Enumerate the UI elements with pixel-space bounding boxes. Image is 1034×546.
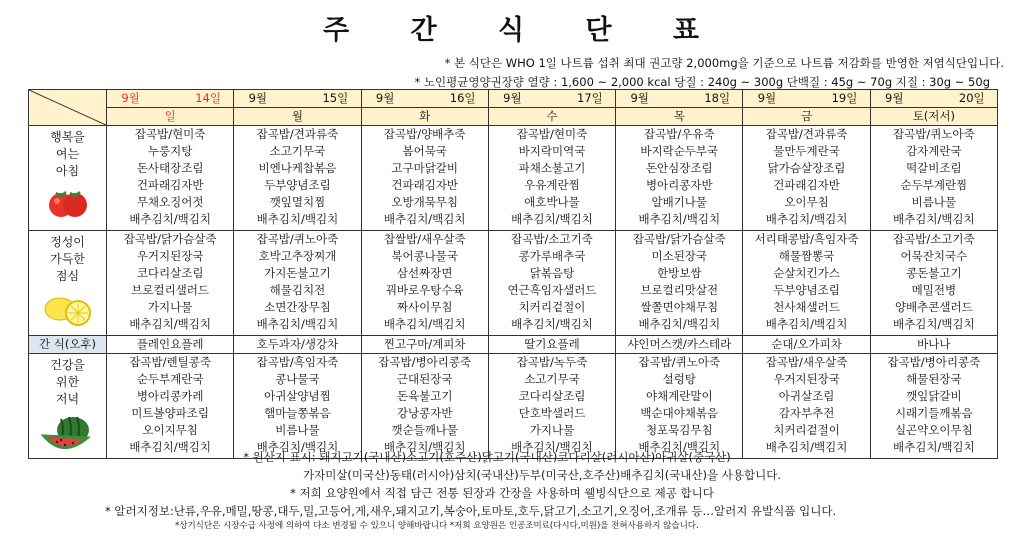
menu-item: 배추김치/백김치 xyxy=(383,440,466,454)
menu-item: 강낭콩자반 xyxy=(396,406,453,420)
menu-item: 콩돈불고기 xyxy=(906,266,962,280)
snack-cell: 찐고구마/계피차 xyxy=(361,336,488,354)
lunch-menu-cell xyxy=(107,231,234,336)
menu-item: 어묵잔치국수 xyxy=(900,249,968,263)
menu-item: 근대된장국 xyxy=(396,372,453,386)
menu-item: 배추김치/백김치 xyxy=(256,440,339,454)
dinner-menu-cell xyxy=(870,354,997,459)
menu-item: 물만두계란국 xyxy=(773,144,840,158)
weekday-cell: 목 xyxy=(616,108,743,126)
weekday-cell: 화 xyxy=(361,108,488,126)
menu-item: 우유계란찜 xyxy=(524,178,580,192)
menu-item: 두부양념조림 xyxy=(773,283,840,297)
lunch-row xyxy=(29,231,998,336)
dinner-menu-cell xyxy=(234,354,361,459)
meal-label-line: 정성이 xyxy=(50,235,85,249)
dinner-menu-cell xyxy=(743,354,870,459)
snack-cell: 플레인요플레 xyxy=(107,336,234,354)
menu-item: 배추김치/백김치 xyxy=(383,212,466,226)
menu-item: 잡곡밥/소고기죽 xyxy=(511,232,593,246)
menu-item: 깻잎닭갈비 xyxy=(906,389,962,403)
menu-item: 한방보쌈 xyxy=(657,266,702,280)
menu-item: 닭가슴살장조림 xyxy=(767,161,846,175)
menu-item: 감자계란국 xyxy=(906,144,962,158)
menu-item: 치커리겉절이 xyxy=(518,300,586,314)
month-label: 9월 xyxy=(630,91,649,105)
dinner-menu-cell xyxy=(616,354,743,459)
menu-item: 잡곡밥/새우살죽 xyxy=(765,355,848,369)
menu-item: 깻순들깨나물 xyxy=(391,423,459,437)
menu-item: 병아리콩카레 xyxy=(136,389,204,403)
menu-item: 가지나물 xyxy=(529,423,575,437)
lunch-menu-cell xyxy=(743,231,870,336)
date-row xyxy=(29,90,998,108)
menu-item: 애호박나물 xyxy=(524,195,580,209)
breakfast-menu-cell xyxy=(488,126,615,231)
menu-item: 파채소불고기 xyxy=(518,161,586,175)
menu-item: 봄어묵국 xyxy=(402,144,447,158)
lunch-label xyxy=(29,234,106,285)
menu-item: 콩가루배추국 xyxy=(518,249,586,263)
lunch-menu-cell xyxy=(488,231,615,336)
snack-row xyxy=(29,336,998,354)
dinner-row xyxy=(29,354,998,459)
menu-item: 순두부계란국 xyxy=(136,372,204,386)
menu-item: 햄마늘쫑볶음 xyxy=(264,406,331,420)
menu-item: 코다리살조림 xyxy=(518,389,586,403)
dinner-label xyxy=(29,357,106,408)
menu-item: 건파래김자반 xyxy=(773,178,840,192)
meal-label-line: 건강을 xyxy=(50,358,85,372)
menu-item: 잡곡밥/닭가슴살죽 xyxy=(123,232,217,246)
menu-item: 소면간장무침 xyxy=(264,300,331,314)
menu-item: 해물김치전 xyxy=(269,283,326,297)
menu-item: 우거지된장국 xyxy=(136,249,204,263)
date-label: 14일 xyxy=(195,91,221,105)
snack-label: 간 식(오후) xyxy=(29,336,107,354)
menu-item: 잡곡밥/흑임자죽 xyxy=(256,355,339,369)
menu-item: 알배기나물 xyxy=(651,195,708,209)
lunch-menu-cell xyxy=(870,231,997,336)
weekly-menu-table xyxy=(28,89,998,459)
menu-item: 배추김치/백김치 xyxy=(893,440,975,454)
menu-item: 돈사태장조림 xyxy=(136,161,204,175)
menu-item: 잡곡밥/렌틸콩죽 xyxy=(129,355,211,369)
menu-item: 꿔바로우탕수육 xyxy=(385,283,464,297)
menu-item: 배추김치/백김치 xyxy=(129,212,211,226)
breakfast-menu-cell xyxy=(107,126,234,231)
menu-item: 잡곡밥/현미죽 xyxy=(516,127,588,141)
month-label: 9월 xyxy=(121,91,140,105)
menu-item: 배추김치/백김치 xyxy=(765,440,848,454)
menu-item: 잡곡밥/우유죽 xyxy=(644,127,715,141)
menu-item: 브로컬리샐러드 xyxy=(131,283,210,297)
dinner-menu-cell xyxy=(488,354,615,459)
menu-item: 배추김치/백김치 xyxy=(893,212,975,226)
menu-item: 미소된장국 xyxy=(651,249,708,263)
menu-item: 비엔나케찹볶음 xyxy=(258,161,337,175)
date-cell xyxy=(107,90,234,108)
date-label: 19일 xyxy=(831,91,858,105)
menu-item: 콩나물국 xyxy=(275,372,320,386)
weekday-cell: 수 xyxy=(488,108,615,126)
menu-item: 단호박샐러드 xyxy=(518,406,586,420)
corner-cell xyxy=(29,90,107,126)
lunch-menu-cell xyxy=(361,231,488,336)
menu-item: 배추김치/백김치 xyxy=(638,440,721,454)
snack-cell: 바나나 xyxy=(870,336,997,354)
breakfast-menu-cell xyxy=(870,126,997,231)
tomato-icon xyxy=(46,186,90,220)
weekday-cell: 금 xyxy=(743,108,870,126)
date-cell xyxy=(743,90,870,108)
origin-note-cont: 가자미살(미국산)동태(러시아)삼치(국내산)두부(미국산,호주산)배추김치(국내산)을 사용합니다. xyxy=(303,468,781,482)
menu-item: 아귀살양념찜 xyxy=(264,389,331,403)
menu-item: 감자부추전 xyxy=(778,406,835,420)
snack-cell: 순대/오가피차 xyxy=(743,336,870,354)
menu-item: 배추김치/백김치 xyxy=(511,212,593,226)
menu-item: 배추김치/백김치 xyxy=(638,212,721,226)
menu-item: 코다리살조림 xyxy=(136,266,204,280)
snack-cell: 샤인머스캣/카스테라 xyxy=(616,336,743,354)
menu-item: 잡곡밥/퀴노아죽 xyxy=(256,232,339,246)
menu-item: 오이지무침 xyxy=(142,423,198,437)
sauce-note: * 저희 요양원에서 직접 담근 전통 된장과 간장을 사용하며 웰빙식단으로 제공 합니다 xyxy=(290,486,714,500)
dinner-menu-cell xyxy=(107,354,234,459)
menu-item: 오이무침 xyxy=(784,195,829,209)
meal-label-line: 저녁 xyxy=(55,392,80,406)
menu-item: 배추김치/백김치 xyxy=(511,317,593,331)
menu-item: 잡곡밥/현미죽 xyxy=(134,127,206,141)
breakfast-row xyxy=(29,126,998,231)
date-label: 18일 xyxy=(704,91,731,105)
dinner-label-cell xyxy=(29,354,107,459)
meal-label-line: 행복을 xyxy=(50,130,85,144)
menu-item: 돈안심장조림 xyxy=(645,161,713,175)
disclaimer-note: *상기식단은 시장수급 사정에 의하여 다소 변경될 수 있으니 양해바랍니다 *저희 요양원은 인공조미료(다시다,미원)을 전혀사용하지 않습니다. xyxy=(175,521,699,531)
menu-item: 바지락순두부국 xyxy=(640,144,719,158)
menu-item: 해물짬뽕국 xyxy=(778,249,835,263)
menu-item: 비름나물 xyxy=(911,195,957,209)
menu-item: 고구마닭갈비 xyxy=(391,161,459,175)
menu-item: 가지나물 xyxy=(147,300,193,314)
menu-item: 호박고추장찌개 xyxy=(258,249,337,263)
menu-item: 배추김치/백김치 xyxy=(511,440,593,454)
menu-item: 우거지된장국 xyxy=(773,372,840,386)
menu-item: 돈육불고기 xyxy=(396,389,453,403)
menu-item: 양배추콘샐러드 xyxy=(894,300,973,314)
breakfast-menu-cell xyxy=(234,126,361,231)
menu-item: 해물된장국 xyxy=(906,372,962,386)
menu-item: 백순대야채볶음 xyxy=(640,406,719,420)
menu-item: 잡곡밥/소고기죽 xyxy=(893,232,975,246)
menu-item: 떡갈비조림 xyxy=(906,161,962,175)
menu-item: 순살치킨가스 xyxy=(773,266,840,280)
menu-item: 잡곡밥/퀴노아죽 xyxy=(893,127,975,141)
month-label: 9월 xyxy=(503,91,522,105)
menu-item: 아귀살조림 xyxy=(778,389,835,403)
date-label: 15일 xyxy=(322,91,349,105)
nutrition-note: * 노인평균영양권장량 열량 : 1,600 ~ 2,000 kcal 당질 : 240g ~ 300g 단백질 : 45g ~ 70g 지질 : 30g ~ 50g xyxy=(414,75,990,89)
menu-item: 순두부계란찜 xyxy=(900,178,968,192)
weekday-cell: 일 xyxy=(107,108,234,126)
menu-item: 잡곡밥/퀴노아죽 xyxy=(638,355,721,369)
breakfast-label xyxy=(29,129,106,180)
breakfast-menu-cell xyxy=(743,126,870,231)
menu-item: 시래기들깨볶음 xyxy=(894,406,973,420)
date-cell xyxy=(870,90,997,108)
menu-item: 메밀전병 xyxy=(911,283,957,297)
menu-item: 누룽지탕 xyxy=(147,144,193,158)
menu-item: 설렁탕 xyxy=(662,372,696,386)
watermelon-icon xyxy=(41,414,95,454)
menu-item: 쌀쫄면야채무침 xyxy=(640,300,719,314)
menu-item: 비름나물 xyxy=(275,423,320,437)
menu-item: 배추김치/백김치 xyxy=(765,212,848,226)
date-cell xyxy=(616,90,743,108)
menu-item: 서리태콩밥/흑임자죽 xyxy=(754,232,859,246)
menu-item: 삼선짜장면 xyxy=(396,266,453,280)
menu-item: 청포묵김무침 xyxy=(645,423,713,437)
month-label: 9월 xyxy=(757,91,777,105)
menu-item: 잡곡밥/병아리콩죽 xyxy=(378,355,472,369)
meal-label-line: 가득한 xyxy=(50,252,85,266)
menu-item: 실곤약오이무침 xyxy=(894,423,973,437)
menu-item: 배추김치/백김치 xyxy=(256,212,339,226)
weekday-cell: 월 xyxy=(234,108,361,126)
menu-item: 가지돈불고기 xyxy=(264,266,331,280)
month-label: 9월 xyxy=(248,91,268,105)
menu-item: 무채오징어젓 xyxy=(136,195,204,209)
menu-item: 배추김치/백김치 xyxy=(893,317,975,331)
weekday-row xyxy=(29,108,998,126)
weekday-cell: 토(저서) xyxy=(870,108,997,126)
snack-cell: 호두과자/생강차 xyxy=(234,336,361,354)
menu-item: 깻잎멸치찜 xyxy=(269,195,326,209)
menu-item: 건파래김자반 xyxy=(391,178,459,192)
meal-label-line: 위한 xyxy=(55,375,80,389)
menu-item: 잡곡밥/견과류죽 xyxy=(765,127,848,141)
breakfast-label-cell xyxy=(29,126,107,231)
menu-item: 소고기무국 xyxy=(524,372,580,386)
menu-item: 배추김치/백김치 xyxy=(129,440,211,454)
menu-item: 닭볶음탕 xyxy=(529,266,575,280)
date-cell xyxy=(361,90,488,108)
menu-item: 건파래김자반 xyxy=(136,178,204,192)
menu-item: 오방개묵무침 xyxy=(391,195,459,209)
date-label: 16일 xyxy=(449,91,476,105)
menu-item: 천사채샐러드 xyxy=(773,300,840,314)
sodium-note: * 본 식단은 WHO 1일 나트륨 섭취 최대 권고량 2,000mg을 기준으로 나트륨 저감화를 반영한 저염식단입니다. xyxy=(444,56,1004,70)
menu-item: 배추김치/백김치 xyxy=(765,317,848,331)
breakfast-menu-cell xyxy=(616,126,743,231)
menu-item: 배추김치/백김치 xyxy=(256,317,339,331)
menu-item: 배추김치/백김치 xyxy=(383,317,466,331)
breakfast-menu-cell xyxy=(361,126,488,231)
meal-label-line: 여는 xyxy=(55,147,80,161)
menu-item: 야채계란말이 xyxy=(645,389,713,403)
lunch-menu-cell xyxy=(616,231,743,336)
menu-item: 소고기무국 xyxy=(269,144,326,158)
menu-item: 병아리콩자반 xyxy=(645,178,713,192)
menu-item: 잡곡밥/양배추죽 xyxy=(383,127,466,141)
page-title: 주 간 식 단 표 xyxy=(322,15,725,46)
lemon-icon xyxy=(42,291,94,329)
snack-cell: 딸기요플레 xyxy=(488,336,615,354)
menu-item: 잡곡밥/견과류죽 xyxy=(256,127,339,141)
menu-item: 짜사이무침 xyxy=(396,300,453,314)
menu-item: 브로컬리맛살전 xyxy=(640,283,719,297)
menu-item: 치커리겉절이 xyxy=(773,423,840,437)
month-label: 9월 xyxy=(375,91,395,105)
meal-label-line: 아침 xyxy=(55,164,80,178)
lunch-label-cell xyxy=(29,231,107,336)
meal-label-line: 점심 xyxy=(55,269,80,283)
menu-item: 연근흑임자샐러드 xyxy=(507,283,597,297)
menu-item: 잡곡밥/병아리콩죽 xyxy=(887,355,981,369)
menu-item: 잡곡밥/녹두죽 xyxy=(516,355,588,369)
month-label: 9월 xyxy=(885,91,904,105)
menu-item: 미트볼양파조림 xyxy=(131,406,210,420)
date-cell xyxy=(488,90,615,108)
lunch-menu-cell xyxy=(234,231,361,336)
date-cell xyxy=(234,90,361,108)
date-label: 17일 xyxy=(577,91,603,105)
menu-item: 찹쌀밥/새우살죽 xyxy=(383,232,466,246)
menu-item: 잡곡밥/닭가슴살죽 xyxy=(632,232,726,246)
menu-item: 두부양념조림 xyxy=(264,178,331,192)
dinner-menu-cell xyxy=(361,354,488,459)
menu-item: 배추김치/백김치 xyxy=(129,317,211,331)
date-label: 20일 xyxy=(958,91,985,105)
menu-item: 바지락미역국 xyxy=(518,144,586,158)
allergy-note: * 알러지정보:난류,우유,메밀,땅콩,대두,밀,고등어,게,새우,돼지고기,복숭아,토마토,호두,닭고기,소고기,오징어,조개류 등…알러지 유발식품 입니다. xyxy=(105,504,837,518)
menu-item: 북어콩나물국 xyxy=(391,249,459,263)
menu-item: 배추김치/백김치 xyxy=(638,317,721,331)
origin-note: * 원산지 표시: 돼지고기(국내산)소고기(호주산)닭고기(국내산)코다리살(러시아산)아귀살(중국산) xyxy=(243,450,731,464)
